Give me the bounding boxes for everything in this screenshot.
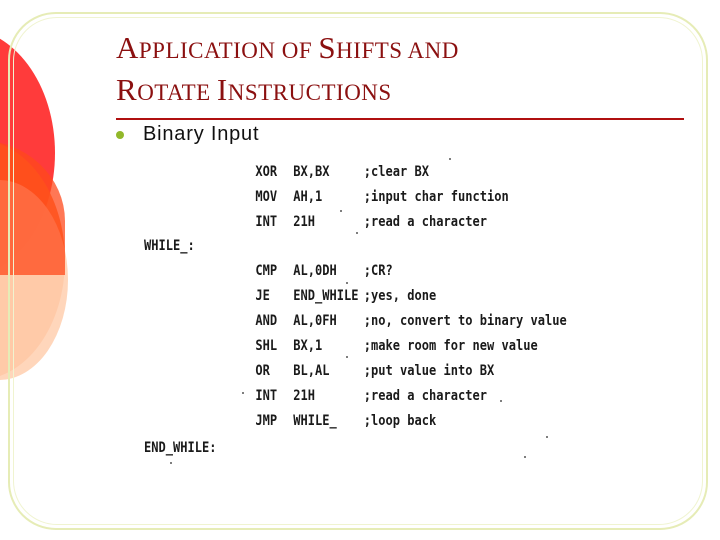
code-operands: 21H bbox=[293, 388, 316, 404]
code-comment: ;loop back bbox=[363, 413, 437, 429]
title-cap-r: R bbox=[116, 72, 138, 107]
code-line bbox=[255, 261, 393, 281]
code-comment: ;input char function bbox=[363, 189, 509, 205]
code-opcode: MOV bbox=[255, 189, 278, 205]
scan-speck bbox=[546, 436, 548, 438]
code-comment: ;put value into BX bbox=[363, 363, 495, 379]
code-label-while: WHILE_: bbox=[144, 238, 195, 254]
scan-speck bbox=[340, 210, 342, 212]
scan-speck bbox=[524, 456, 526, 458]
code-comment: ;yes, done bbox=[363, 288, 437, 304]
scan-speck bbox=[346, 356, 348, 358]
code-line bbox=[255, 286, 437, 306]
code-comment: ;read a character bbox=[363, 214, 488, 230]
code-operands: AL,0DH bbox=[293, 263, 337, 279]
title-cap-s: S bbox=[318, 30, 337, 65]
scan-speck bbox=[242, 392, 244, 394]
code-line bbox=[255, 386, 488, 406]
title-cap-a: A bbox=[116, 30, 139, 65]
code-comment: ;make room for new value bbox=[363, 338, 538, 354]
code-opcode: XOR bbox=[255, 164, 278, 180]
title-text-application-of: PPLICATION OF bbox=[138, 38, 319, 63]
scan-speck bbox=[170, 462, 172, 464]
code-comment: ;no, convert to binary value bbox=[363, 313, 567, 329]
code-operands: BL,AL bbox=[293, 363, 330, 379]
scan-speck bbox=[356, 232, 358, 234]
code-line bbox=[255, 411, 437, 431]
code-opcode: OR bbox=[255, 363, 270, 379]
code-opcode: JE bbox=[255, 288, 270, 304]
code-opcode: INT bbox=[255, 388, 278, 404]
code-line bbox=[255, 162, 430, 182]
code-line bbox=[255, 212, 488, 232]
scan-speck bbox=[346, 282, 348, 284]
code-line bbox=[255, 187, 509, 207]
title-text-shifts-and: HIFTS AND bbox=[336, 38, 459, 63]
code-operands: AL,0FH bbox=[293, 313, 337, 329]
code-comment: ;read a character bbox=[363, 388, 488, 404]
code-line bbox=[255, 361, 495, 381]
code-operands: 21H bbox=[293, 214, 316, 230]
code-comment: ;CR? bbox=[363, 263, 393, 279]
code-operands: BX,BX bbox=[293, 164, 330, 180]
code-label-end-while: END_WHILE: bbox=[144, 440, 217, 456]
code-opcode: CMP bbox=[255, 263, 278, 279]
scan-speck bbox=[500, 400, 502, 402]
scan-speck bbox=[449, 158, 451, 160]
code-operands: WHILE_ bbox=[293, 413, 337, 429]
code-operands: END_WHILE bbox=[293, 288, 359, 304]
title-text-instructions: NSTRUCTIONS bbox=[227, 80, 392, 105]
code-line bbox=[255, 311, 567, 331]
code-operands: AH,1 bbox=[293, 189, 323, 205]
code-line bbox=[255, 336, 538, 356]
title-text-rotate: OTATE bbox=[137, 80, 217, 105]
code-comment: ;clear BX bbox=[363, 164, 430, 180]
code-opcode: AND bbox=[255, 313, 278, 329]
code-opcode: SHL bbox=[255, 338, 278, 354]
bullet-text: Binary Input bbox=[143, 122, 260, 145]
title-cap-i: I bbox=[216, 72, 228, 107]
code-opcode: INT bbox=[255, 214, 278, 230]
code-operands: BX,1 bbox=[293, 338, 323, 354]
code-opcode: JMP bbox=[255, 413, 278, 429]
